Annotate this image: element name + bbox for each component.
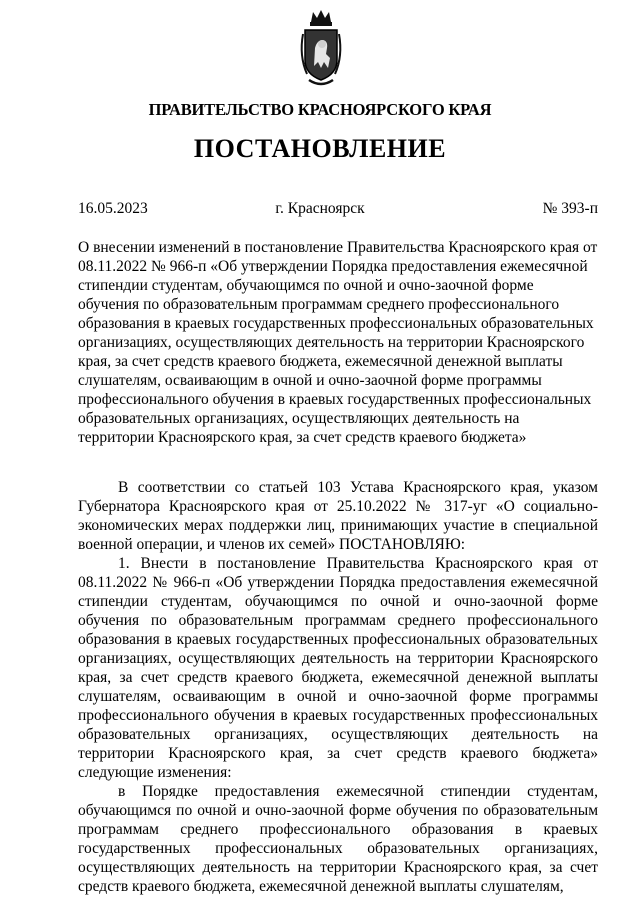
- preamble-paragraph: В соответствии со статьей 103 Устава Красноярского края, указом Губернатора Красноярского края от 25.10.2022 № 317-уг «О социально-экономических мерах поддержки лиц, принимающих участие в специальной военной операции, и членов их семей» ПОСТАНОВЛЯЮ:: [78, 479, 598, 553]
- document-number: № 393-п: [542, 200, 598, 217]
- document-city: г. Красноярск: [275, 200, 365, 217]
- coat-of-arms-icon: [297, 8, 345, 88]
- document-subject: О внесении изменений в постановление Правительства Красноярского края от 08.11.2022 № 966-п «Об утверждении Порядка предоставления ежемесячной стипендии студентам, обучающимся по очной и очно-заочной форме обучения по образовательным программам среднего профессионального образования в краевых государственных профессиональных образовательных организациях, осуществляющих деятельность на территории Красноярского края, за счет средств краевого бюджета, ежемесячной денежной выплаты слушателям, осваивающим в очной и очно-заочной форме программы профессионального обучения в краевых государственных профессиональных образовательных организациях, осуществляющих деятельность на территории Красноярского края, за счет средств краевого бюджета»: [78, 239, 598, 446]
- government-name: ПРАВИТЕЛЬСТВО КРАСНОЯРСКОГО КРАЯ: [148, 100, 492, 119]
- document-type-title: ПОСТАНОВЛЕНИЕ: [193, 134, 447, 163]
- item-1-paragraph: 1. Внести в постановление Правительства Красноярского края от 08.11.2022 № 966-п «Об утверждении Порядка предоставления ежемесячной стипендии студентам, обучающимся по очной и очно-заочной форме обучения по образовательным программам среднего профессионального образования в краевых государственных профессиональных образовательных организациях, осуществляющих деятельность на территории Красноярского края, за счет средств краевого бюджета, ежемесячной денежной выплаты слушателям, осваивающим в очной и очно-заочной форме программы профессионального обучения в краевых государственных профессиональных образовательных организациях, осуществляющих деятельность на территории Красноярского края, за счет средств краевого бюджета» следующие изменения:: [78, 555, 598, 781]
- document-date: 16.05.2023: [78, 200, 148, 217]
- item-1-subparagraph: в Порядке предоставления ежемесячной стипендии студентам, обучающимся по очной и очно-заочной форме обучения по образовательным программам среднего профессионального образования в краевых государственных профессиональных образовательных организациях, осуществляющих деятельность на территории Красноярского края, за счет средств краевого бюджета, ежемесячной денежной выплаты слушателям,: [78, 783, 598, 895]
- document-body: [78, 478, 598, 896]
